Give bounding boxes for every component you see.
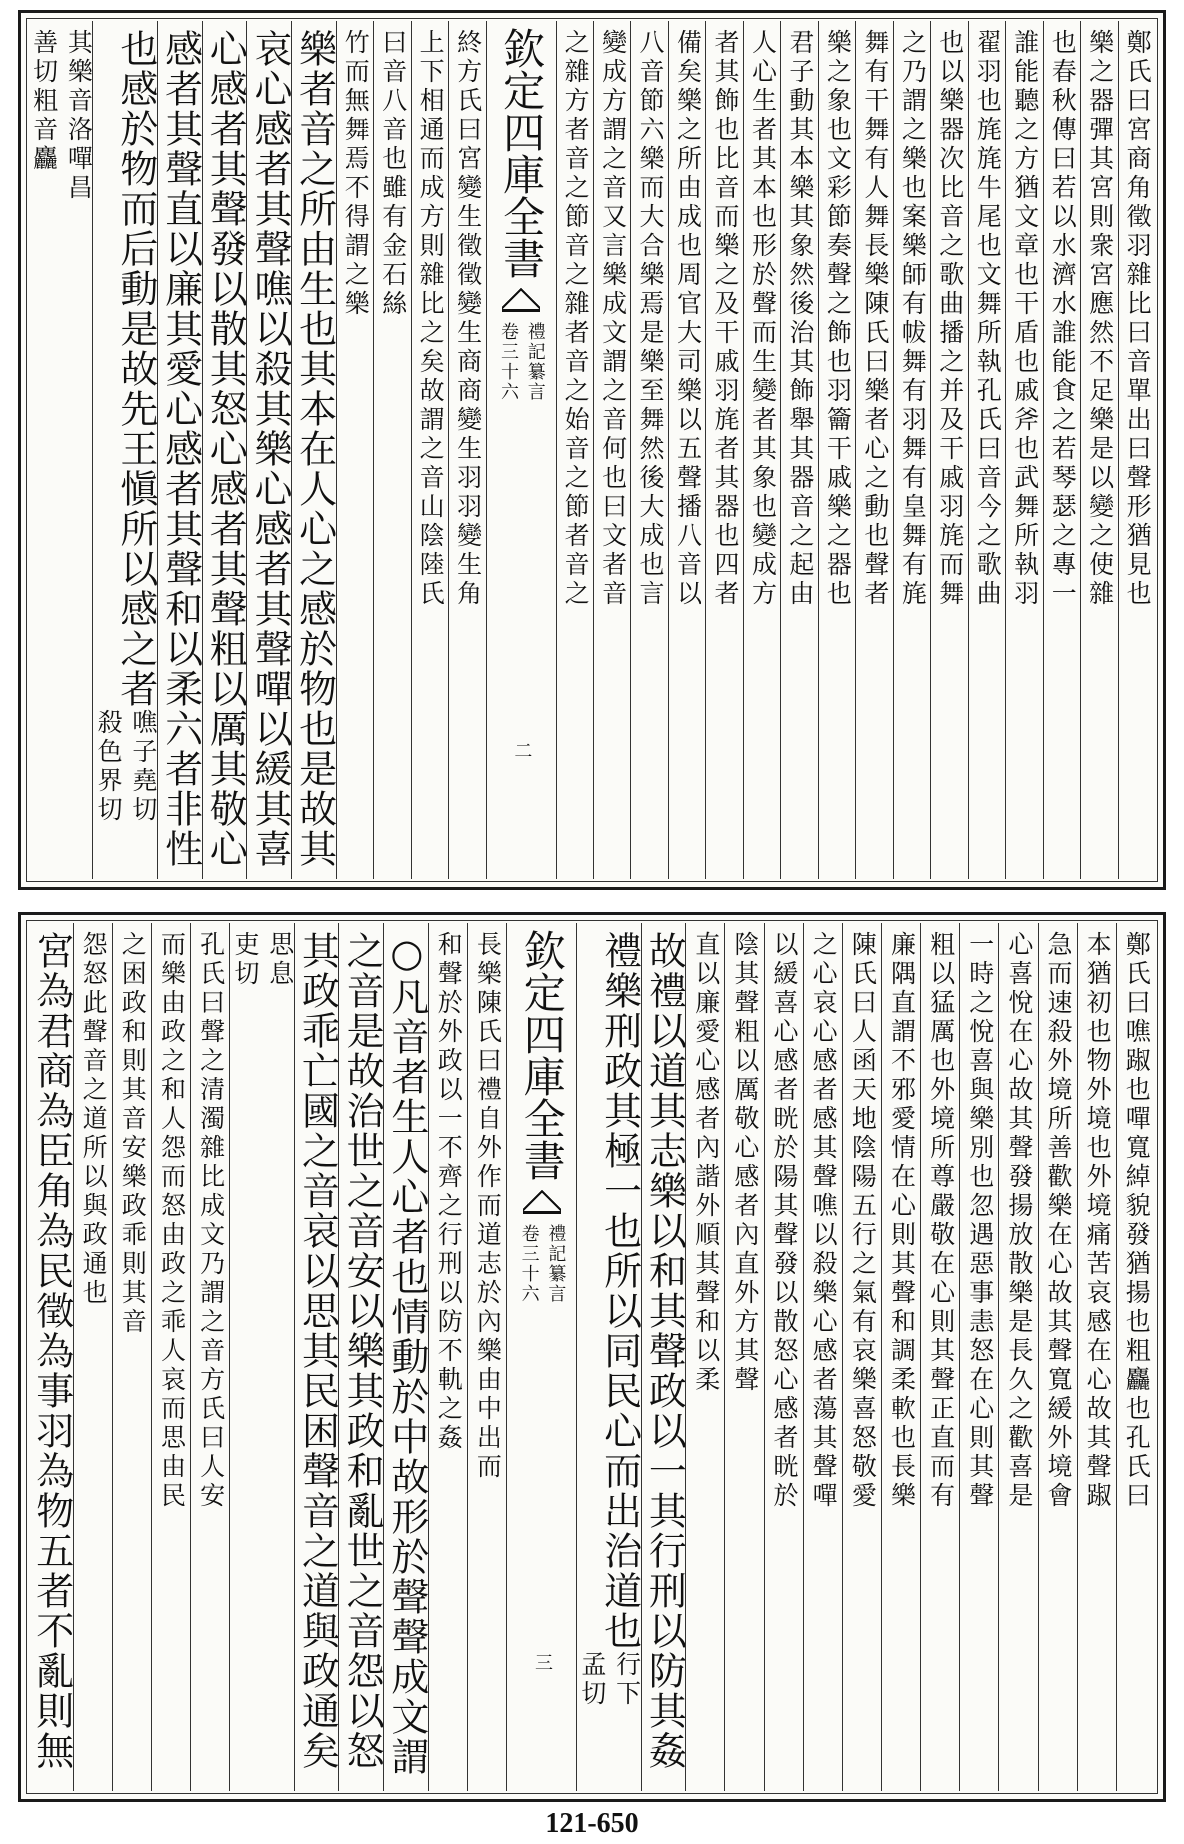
- commentary-text: 鄭氏曰宮商角徵羽雜比曰音單出曰聲形猶見也: [1123, 29, 1153, 609]
- note-text: 孟切: [577, 1651, 607, 1709]
- commentary-text: 者其飾也比音而樂之及干戚羽旄者其器也四者: [710, 29, 740, 609]
- commentary-text: 八音節六樂而大合樂焉是樂至舞然後大成也言: [636, 29, 666, 609]
- commentary-text: 變成方謂之音又言樂成文謂之音何也曰文者音: [598, 29, 628, 609]
- text-column: [1077, 923, 1116, 1791]
- note-text: 善切粗音麤: [29, 29, 59, 174]
- commentary-text: 也春秋傳曰若以水濟水誰能食之若琴瑟之專一: [1048, 29, 1078, 609]
- text-column: [1043, 21, 1080, 879]
- commentary-text: 陰其聲粗以厲敬心感者內直外方其聲: [730, 931, 760, 1395]
- text-column: [73, 923, 112, 1791]
- commentary-text: 樂之象也文彩節奏聲之飾也羽籥干戚樂之器也: [823, 29, 853, 609]
- text-column: [428, 923, 467, 1791]
- commentary-text: 之心哀心感者感其聲噍以殺樂心感者蕩其聲嘽: [809, 931, 839, 1511]
- text-column: [336, 21, 373, 879]
- text-column: [1080, 21, 1117, 879]
- text-column: [780, 21, 817, 879]
- text-column: [959, 923, 998, 1791]
- text-column: [818, 21, 855, 879]
- main-text: 樂者音之所由生也其本在人心之感於物也是故其: [292, 29, 337, 869]
- commentary-text: 直以廉愛心感者內諧外順其聲和以柔: [691, 931, 721, 1395]
- commentary-text: 翟羽也旄旄牛尾也文舞所執孔氏曰音今之歌曲: [973, 29, 1003, 609]
- text-column: [968, 21, 1005, 879]
- lower-page: [18, 912, 1166, 1802]
- text-column: [641, 923, 686, 1791]
- commentary-text: 也以樂器次比音之歌曲播之并及干戚羽旄而舞: [935, 29, 965, 609]
- text-column: [157, 21, 202, 879]
- text-column: [685, 923, 724, 1791]
- main-text: 之音是故治世之音安以樂其政和亂世之音怨以怒: [340, 931, 385, 1771]
- commentary-text: 之雜方者音之節音之雜者音之始音之節者音之: [561, 29, 591, 609]
- text-column: [29, 21, 93, 879]
- main-text: 其政乖亡國之音哀以思其民困聲音之道與政通矣: [295, 931, 340, 1771]
- note-text: 殺色界切: [94, 709, 124, 825]
- text-column: [668, 21, 705, 879]
- text-column: [998, 923, 1037, 1791]
- text-column: [593, 21, 630, 879]
- commentary-text: 一時之悅喜與樂別也忽遇惡事恚怒在心則其聲: [965, 931, 995, 1511]
- text-column: [1005, 21, 1042, 879]
- main-text: 感者其聲直以廉其愛心感者其聲和以柔六者非性: [158, 29, 203, 869]
- leaf-number: 二: [511, 741, 533, 759]
- text-column: [1118, 21, 1155, 879]
- commentary-text: 竹而無舞焉不得謂之樂: [341, 29, 371, 319]
- text-column: [29, 923, 73, 1791]
- commentary-text: 舞有干舞有人舞長樂陳氏曰樂者心之動也聲者: [860, 29, 890, 609]
- text-column: [467, 923, 506, 1791]
- center-fold: [486, 21, 556, 879]
- commentary-text: 而樂由政之和人怨而怒由政之乖人哀而思由民: [157, 931, 187, 1511]
- volume-number: 卷三十六: [518, 1224, 540, 1304]
- note-text: 其樂音洛嘽昌: [64, 29, 94, 203]
- text-column: [383, 923, 428, 1791]
- commentary-text: 本猶初也物外境也外境痛苦哀感在心故其聲踧: [1083, 931, 1113, 1511]
- text-column: [556, 21, 593, 879]
- fishtail-mark-icon: [502, 287, 540, 312]
- commentary-text: 樂之器彈其宮則衆宮應然不足樂是以變之使雜: [1085, 29, 1115, 609]
- text-column: [373, 21, 410, 879]
- upper-page: [18, 10, 1166, 890]
- text-column: [448, 21, 485, 879]
- text-column: [1038, 923, 1077, 1791]
- commentary-text: 心喜悅在心故其聲發揚放散樂是長久之歡喜是: [1004, 931, 1034, 1511]
- main-text-with-note: [577, 931, 641, 1791]
- text-column: [743, 21, 780, 879]
- commentary-text: 廉隅直謂不邪愛情在心則其聲和調柔軟也長樂: [887, 931, 917, 1511]
- text-column: [1116, 923, 1155, 1791]
- text-column: [338, 923, 383, 1791]
- volume-info: [518, 1224, 565, 1304]
- text-column: [705, 21, 742, 879]
- main-text: 心感者其聲發以散其怒心感者其聲粗以厲其敬心: [203, 29, 248, 869]
- text-column: [920, 923, 959, 1791]
- leaf-number: 三: [531, 1653, 553, 1671]
- book-title: 欽定四庫全書: [497, 27, 547, 279]
- main-text: 禮樂刑政其極一也所以同民心而出治道也: [597, 931, 642, 1651]
- text-column: [842, 923, 881, 1791]
- commentary-text: 和聲於外政以一不齊之行刑以防不軌之姦: [434, 931, 464, 1453]
- commentary-text: 之乃謂之樂也案樂師有帗舞有羽舞有皇舞有旄: [898, 29, 928, 609]
- commentary-text: 鄭氏曰噍踧也嘽寬綽貌發猶揚也粗麤也孔氏曰: [1122, 931, 1152, 1511]
- text-column: [881, 923, 920, 1791]
- main-text: ○凡音者生人心者也情動於中故形於聲聲成文謂: [384, 931, 429, 1777]
- fishtail-mark-icon: [523, 1189, 561, 1214]
- commentary-text: 終方氏曰宮變生徵徵變生商商變生羽羽變生角: [453, 29, 483, 609]
- commentary-text: 粗以猛厲也外境所尊嚴敬在心則其聲正直而有: [926, 931, 956, 1511]
- commentary-text: 備矣樂之所由成也周官大司樂以五聲播八音以: [673, 29, 703, 609]
- text-column: [724, 923, 763, 1791]
- text-column: [855, 21, 892, 879]
- text-column: [803, 923, 842, 1791]
- text-column: [190, 923, 229, 1791]
- main-text: 宮為君商為臣角為民徵為事羽為物五者不亂則無: [29, 931, 74, 1771]
- commentary-text: 長樂陳氏曰禮自外作而道志於內樂由中出而: [473, 931, 503, 1482]
- commentary-text: 之困政和則其音安樂政乖則其音: [118, 931, 148, 1337]
- page-footer-number: 121-650: [545, 1808, 639, 1839]
- volume-number: 卷三十六: [498, 322, 519, 402]
- commentary-text: 以緩喜心感者晄於陽其聲發以散怒心感者晄於: [770, 931, 800, 1511]
- main-text: 哀心感者其聲噍以殺其樂心感者其聲嘽以緩其喜: [247, 29, 292, 869]
- text-column: [294, 923, 339, 1791]
- commentary-text: 孔氏曰聲之清濁雜比成文乃謂之音方氏曰人安: [196, 931, 226, 1511]
- text-column: [411, 21, 448, 879]
- upper-page-columns: [29, 21, 1155, 879]
- text-column: [893, 21, 930, 879]
- text-column: [112, 923, 151, 1791]
- text-column: [291, 21, 336, 879]
- note-text: 思息: [265, 931, 295, 989]
- commentary-text: 曰音八音也雖有金石絲: [378, 29, 408, 319]
- text-column: [246, 21, 291, 879]
- book-subtitle: 禮記纂言: [545, 1224, 567, 1304]
- text-column: [202, 21, 247, 879]
- commentary-text: 陳氏曰人函天地陰陽五行之氣有哀樂喜怒敬愛: [848, 931, 878, 1511]
- text-column: [92, 21, 157, 879]
- commentary-text: 上下相通而成方則雜比之矣故謂之音山陰陸氏: [416, 29, 446, 609]
- note-text: 噍子堯切: [128, 709, 158, 825]
- pronunciation-note: [93, 709, 157, 825]
- commentary-text: 人心生者其本也形於聲而生變者其象也變成方: [748, 29, 778, 609]
- book-subtitle: 禮記纂言: [524, 322, 546, 402]
- pronunciation-note: [577, 1651, 641, 1709]
- commentary-text: 誰能聽之方猶文章也干盾也戚斧也武舞所執羽: [1010, 29, 1040, 609]
- commentary-text: 怨怒此聲音之道所以與政通也: [79, 931, 109, 1308]
- commentary-text: 急而速殺外境所善歡樂在心故其聲寬緩外境會: [1044, 931, 1074, 1511]
- text-column: [930, 21, 967, 879]
- main-text-with-note: [93, 29, 157, 879]
- commentary-text: 君子動其本樂其象然後治其飾舉其器音之起由: [785, 29, 815, 609]
- text-column: [764, 923, 803, 1791]
- volume-info: [497, 322, 544, 402]
- note-text: 吏切: [231, 931, 261, 989]
- pronunciation-note: [230, 931, 294, 1791]
- main-text: 故禮以道其志樂以和其聲政以一其行刑以防其姦: [642, 931, 687, 1771]
- note-text: 行下: [612, 1651, 642, 1709]
- main-text: 也感於物而后動是故先王愼所以感之者: [113, 29, 158, 709]
- lower-page-columns: [29, 923, 1155, 1791]
- text-column: [229, 923, 294, 1791]
- book-title: 欽定四庫全書: [517, 929, 567, 1181]
- center-fold: [506, 923, 576, 1791]
- text-column: [576, 923, 641, 1791]
- text-column: [151, 923, 190, 1791]
- text-column: [630, 21, 667, 879]
- pronunciation-note: [29, 29, 93, 879]
